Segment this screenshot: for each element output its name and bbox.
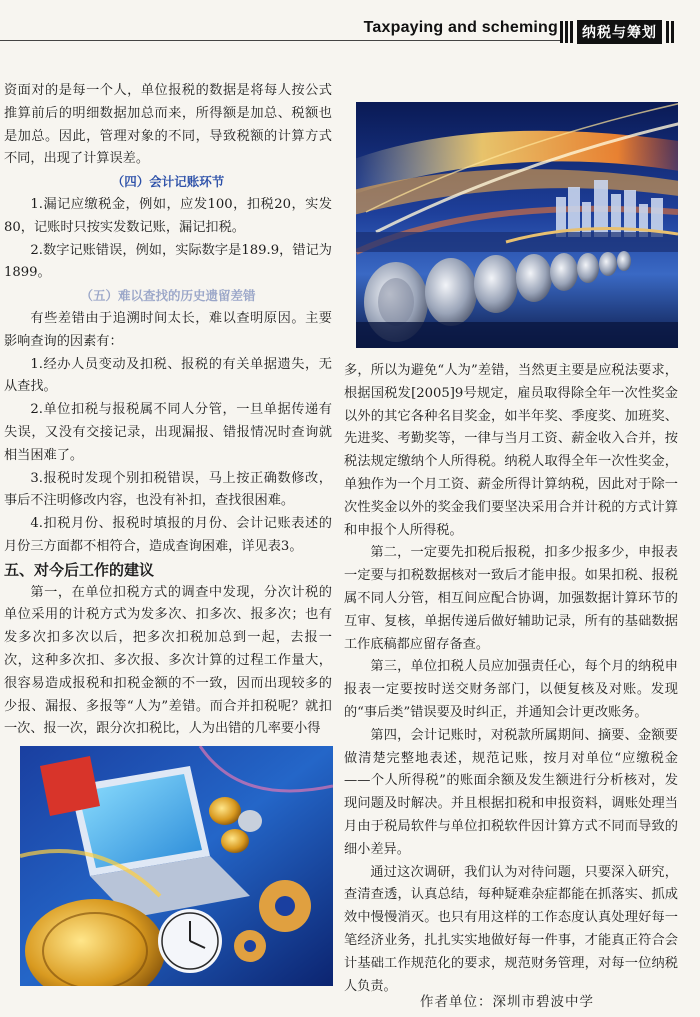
list-item: 3.报税时发现个别扣税错误，马上按正确数修改，事后不注明修改内容，也没有补扣，查找很困难。 xyxy=(4,470,332,509)
sub-heading-5: （五）难以查找的历史遗留差错 xyxy=(80,288,256,304)
section-heading-5: 五、对今后工作的建议 xyxy=(4,560,155,579)
finance-collage-image xyxy=(20,746,333,986)
paragraph: 有些差错由于追溯时间太长，难以查明原因。主要影响查询的因素有： xyxy=(4,310,332,349)
sub-heading-4: （四）会计记账环节 xyxy=(111,174,225,190)
header-title-en: Taxpaying and scheming xyxy=(363,19,558,36)
city-light-streak-image xyxy=(356,102,678,348)
paragraph: 第二，一定要先扣税后报税，扣多少报多少，申报表一定要与扣税数据核对一致后才能申报。如果扣税、报税属不同人分管，相互间应配合协调，加强数据计算环节的互审、复核，单据传递后做好辅助记录，所有的基础数据工作底稿都应留存备查。 xyxy=(344,545,678,652)
list-item: 1.漏记应缴税金，例如，应发100，扣税20，实发80，记账时只按实发数记账，漏记扣税。 xyxy=(4,196,332,235)
list-item: 2.数字记账错误，例如，实际数字是189.9，错记为1899。 xyxy=(4,242,332,281)
list-item: 1.经办人员变动及扣税、报税的有关单据遗失，无从查找。 xyxy=(4,356,332,395)
left-text-column xyxy=(4,80,332,741)
header-section-tag xyxy=(560,18,700,45)
header-rule xyxy=(0,40,560,41)
list-item: 4.扣税月份、报税时填报的月份、会计记账表述的月份三方面都不相符合，造成查询困难，详见表3。 xyxy=(4,516,332,554)
paragraph: 第四，会计记账时，对税款所属期间、摘要、金额要做清楚完整地表述，规范记账，按月对单位“应缴税金——个人所得税”的账面余额及发生额进行分析核对，发现问题及时解决。并且根据扣税和申报资料，调账处理当月由于税局软件与单位扣税软件因计算方式不同而导致的细小差异。 xyxy=(344,727,678,857)
paragraph: 多，所以为避免“人为”差错，当然更主要是应税法要求，根据国税发[2005]9号规定，雇员取得除全年一次性奖金以外的其它各种名目奖金，如半年奖、季度奖、加班奖、先进奖、考勤奖等，一律与当月工资、薪金收入合并，按税法规定缴纳个人所得税。纳税人取得全年一次性奖金，单独作为一个月工资、薪金所得计算纳税，因此对于除一次性奖金以外的奖金我们要坚决采用合并计税的方式计算和申报个人所得税。 xyxy=(344,363,678,538)
paragraph: 资面对的是每一个人，单位报税的数据是将每人按公式推算前后的明细数据加总而来，所得额是加总、税额也是加总。因此，管理对象的不同，导致税额的计算方式不同，出现了计算误差。 xyxy=(4,83,332,167)
right-text-column xyxy=(344,360,678,998)
decorative-bars-right xyxy=(666,21,674,43)
author-affiliation: 作者单位：深圳市碧波中学 xyxy=(420,994,594,1010)
paragraph: 第三，单位扣税人员应加强责任心，每个月的纳税申报表一定要按时送交财务部门，以便复核及对账。发现的“事后类”错误要及时纠正，并通知会计更改账务。 xyxy=(344,659,678,720)
list-item: 2.单位扣税与报税属不同人分管，一旦单据传递有失误，又没有交接记录，出现漏报、错报情况时查询就相当困难了。 xyxy=(4,402,332,463)
decorative-bars-left xyxy=(560,21,573,43)
paragraph: 第一，在单位扣税方式的调查中发现，分次计税的单位采用的计税方式为发多次、扣多次、报多次；也有发多次扣多次以后，把多次扣税加总到一起，去报一次，这种多次扣、多次报、多次计算的过程工作量大，很容易造成报税和扣税金额的不一致，因而出现较多的少报、漏报、多报等“人为”差错。而合并扣税呢？就扣一次、报一次，跟分次扣税比，人为出错的几率要小得 xyxy=(4,584,332,737)
header-title-cn: 纳税与筹划 xyxy=(577,20,662,44)
paragraph: 通过这次调研，我们认为对待问题，只要深入研究，查清查透，认真总结，每种疑难杂症都能在抓落实、抓成效中慢慢消灭。也只有用这样的工作态度认真处理好每一笔经济业务，扎扎实实地做好每一件事，才能真正符合会计基础工作规范化的要求，规范财务管理，对每一位纳税人负责。 xyxy=(344,864,678,994)
